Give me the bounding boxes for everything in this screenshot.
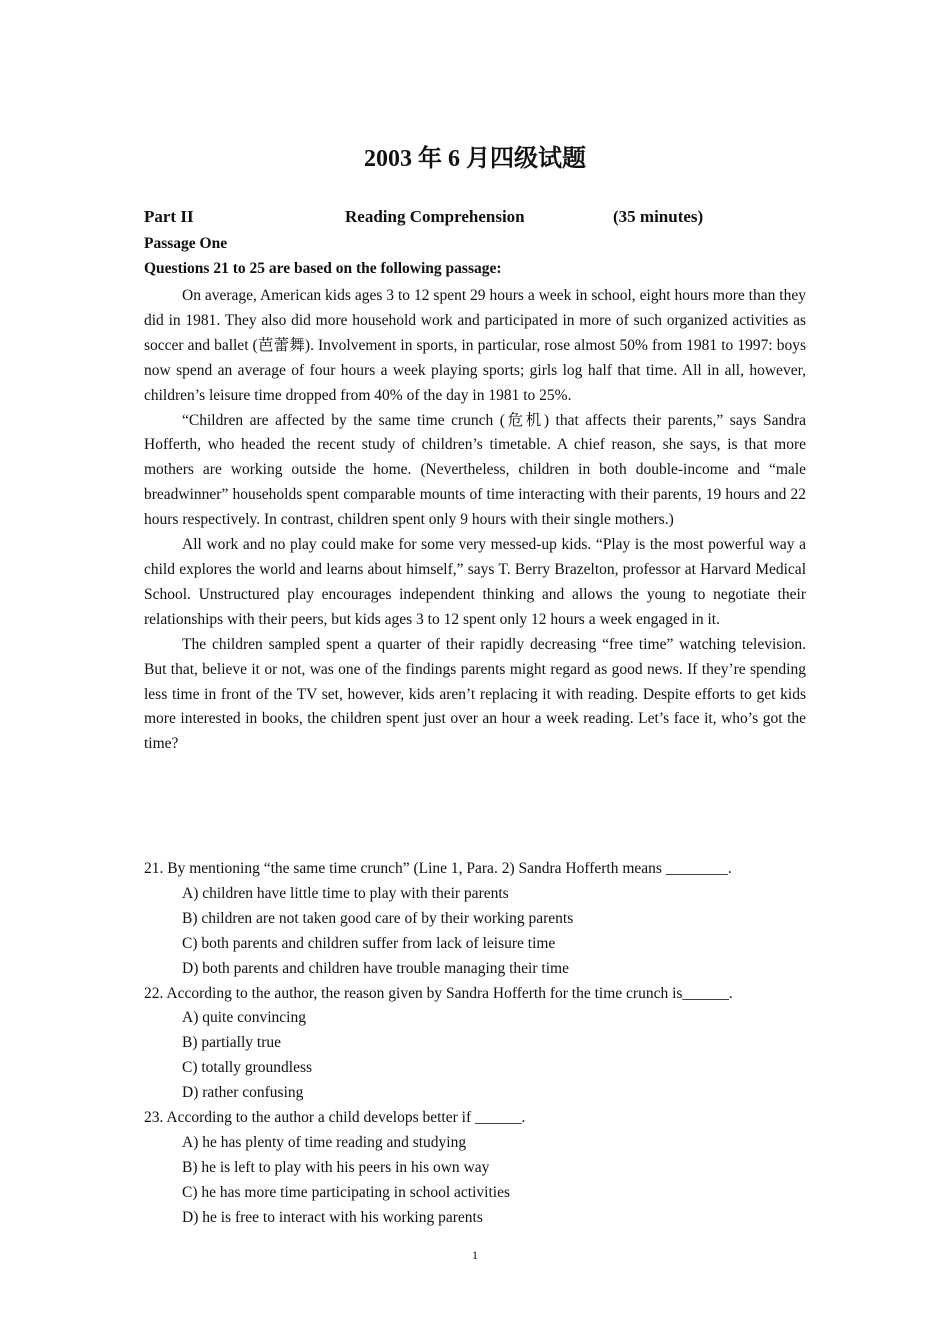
answer-option: A) he has plenty of time reading and studying <box>182 1133 467 1151</box>
part-time: (35 minutes) <box>613 207 704 226</box>
question <box>144 982 806 1107</box>
answer-option: D) rather confusing <box>182 1084 304 1102</box>
paragraph: The children sampled spent a quarter of their rapidly decreasing “free time” watching television. But that, believe it or not, was one of the findings parents might regard as good news. If they’re spending less time in front of the TV set, however, kids aren’t replacing it with reading. Despite efforts to get kids more interested in books, the children spent just over an hour a week reading. Let’s face it, who’s got the time? <box>144 635 806 753</box>
answer-option: A) children have little time to play with their parents <box>182 884 509 902</box>
question-stem: 22. According to the author, the reason given by Sandra Hofferth for the time crunch is______. <box>144 984 733 1002</box>
part-number: Part II <box>144 207 194 226</box>
answer-option: A) quite convincing <box>182 1009 306 1027</box>
part-name: Reading Comprehension <box>345 207 525 226</box>
page-title: 2003 年 6 月四级试题 <box>364 146 586 172</box>
answer-option: C) he has more time participating in school activities <box>182 1183 510 1201</box>
passage-body <box>144 284 806 757</box>
passage-label: Passage One <box>144 235 228 252</box>
answer-option: B) partially true <box>182 1034 281 1052</box>
answer-option: B) he is left to play with his peers in his own way <box>182 1158 490 1176</box>
answer-option: B) children are not taken good care of by their working parents <box>182 909 574 927</box>
question <box>144 1106 806 1231</box>
question-stem: 21. By mentioning “the same time crunch” (Line 1, Para. 2) Sandra Hofferth means ________. <box>144 860 732 877</box>
paragraph: On average, American kids ages 3 to 12 spent 29 hours a week in school, eight hours more than they did in 1981. They also did more household work and participated in more of such organized activities as soccer and ballet (芭蕾舞). Involvement in sports, in particular, rose almost 50% from 1981 to 1997: boys now spend an average of four hours a week playing sports; girls log half that time. All in all, however, children’s leisure time dropped from 40% of the day in 1981 to 25%. <box>144 287 806 404</box>
question-stem: 23. According to the author a child develops better if ______. <box>144 1109 526 1127</box>
question <box>144 857 806 982</box>
paragraph: All work and no play could make for some very messed-up kids. “Play is the most powerful way a child explores the world and learns about himself,” says T. Berry Brazelton, professor at Harvard Medical School. Unstructured play encourages independent thinking and allows the young to negotiate their relationships with their peers, but kids ages 3 to 12 spent only 12 hours a week engaged in it. <box>144 536 806 628</box>
answer-option: C) both parents and children suffer from lack of leisure time <box>182 934 556 952</box>
answer-option: D) both parents and children have trouble managing their time <box>182 959 569 977</box>
instruction: Questions 21 to 25 are based on the following passage: <box>144 260 502 277</box>
page-number: 1 <box>472 1248 478 1262</box>
part-header <box>144 207 806 231</box>
answer-option: D) he is free to interact with his working parents <box>182 1208 483 1226</box>
answer-option: C) totally groundless <box>182 1059 313 1077</box>
paragraph: “Children are affected by the same time crunch (危机) that affects their parents,” says Sandra Hofferth, who headed the recent study of children’s timetable. A chief reason, she says, is that more mothers are working outside the home. (Nevertheless, children in both double-income and “male breadwinner” households spent comparable mounts of time interacting with their parents, 19 hours and 22 hours respectively. In contrast, children spent only 9 hours with their single mothers.) <box>144 411 806 529</box>
questions-list <box>144 857 806 1231</box>
